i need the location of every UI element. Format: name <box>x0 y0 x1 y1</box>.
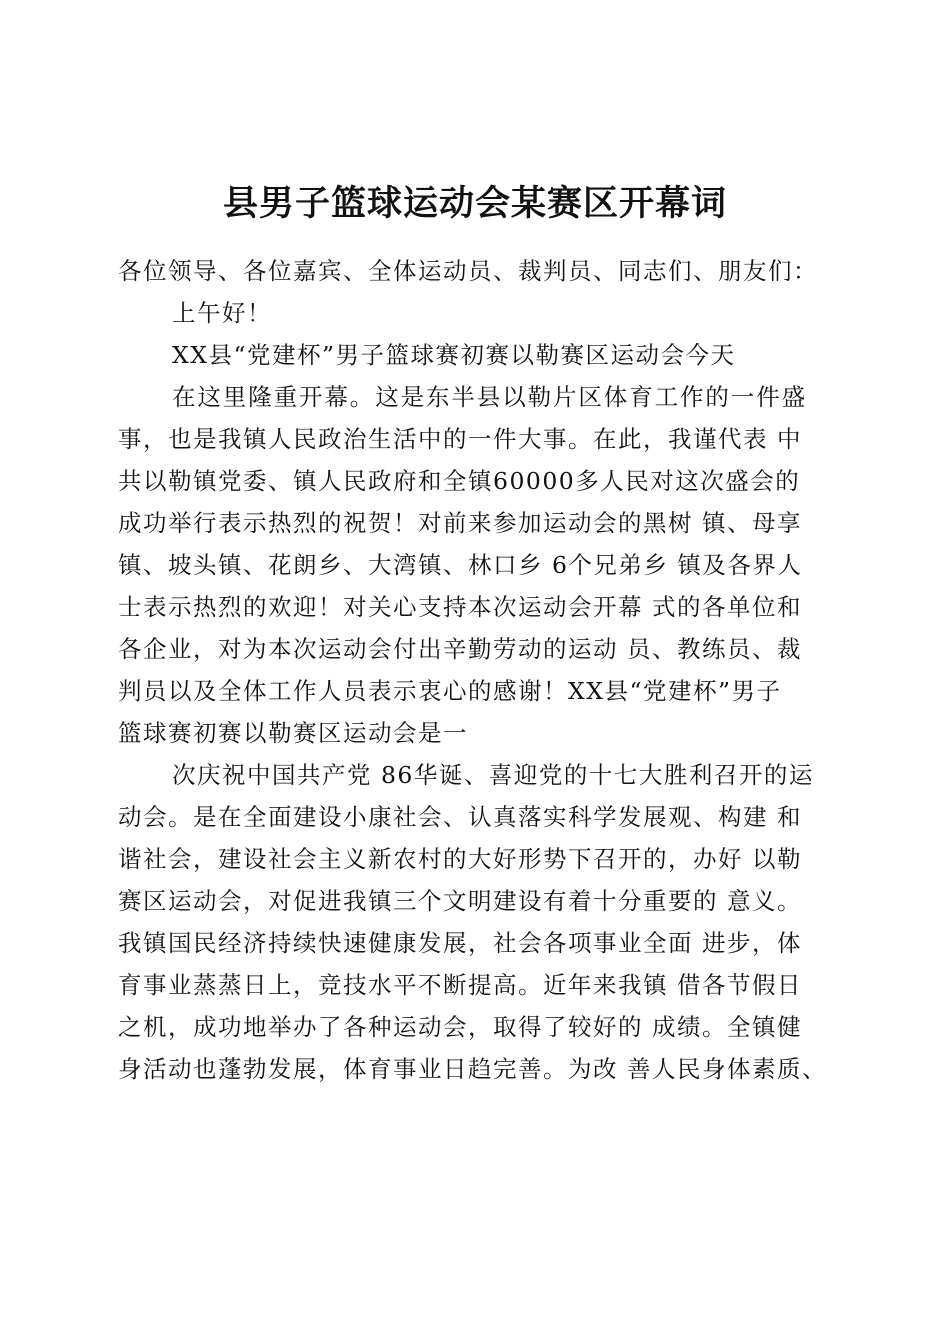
body-line: 各企业，对为本次运动会付出辛勤劳动的运动 员、教练员、裁 <box>118 635 802 663</box>
body-line: 身活动也蓬勃发展，体育事业日趋完善。为改 善人民身体素质、 <box>118 1055 827 1083</box>
body-line: XX县“党建杯”男子篮球赛初赛以勒赛区运动会今天 <box>172 341 736 369</box>
greeting-line: 上午好！ <box>172 299 272 327</box>
body-line: 成功举行表示热烈的祝贺！对前来参加运动会的黑树 镇、母享 <box>118 509 802 537</box>
body-line: 育事业蒸蒸日上，竞技水平不断提高。近年来我镇 借各节假日 <box>118 971 802 999</box>
body-line: 镇、坡头镇、花朗乡、大湾镇、林口乡 6个兄弟乡 镇及各界人 <box>118 551 803 579</box>
salutation-line: 各位领导、各位嘉宾、全体运动员、裁判员、同志们、朋友们： <box>118 257 818 285</box>
body-line: 篮球赛初赛以勒赛区运动会是一 <box>118 719 468 747</box>
body-line: 次庆祝中国共产党 86华诞、喜迎党的十七大胜利召开的运 <box>172 761 814 789</box>
body-line: 动会。是在全面建设小康社会、认真落实科学发展观、构建 和 <box>118 803 802 831</box>
body-line: 在这里隆重开幕。这是东半县以勒片区体育工作的一件盛 <box>172 383 807 411</box>
body-line: 谐社会，建设社会主义新农村的大好形势下召开的，办好 以勒 <box>118 845 802 873</box>
document-title: 县男子篮球运动会某赛区开幕词 <box>222 183 727 224</box>
body-line: 判员以及全体工作人员表示衷心的感谢！XX县“党建杯”男子 <box>118 677 782 705</box>
body-line: 士表示热烈的欢迎！对关心支持本次运动会开幕 式的各单位和 <box>118 593 802 621</box>
body-line: 我镇国民经济持续快速健康发展，社会各项事业全面 进步，体 <box>118 929 802 957</box>
body-line: 之机，成功地举办了各种运动会，取得了较好的 成绩。全镇健 <box>118 1013 802 1041</box>
body-line: 共以勒镇党委、镇人民政府和全镇60000多人民对这次盛会的 <box>118 467 801 495</box>
body-line: 事，也是我镇人民政治生活中的一件大事。在此，我谨代表 中 <box>118 425 802 453</box>
body-line: 赛区运动会，对促进我镇三个文明建设有着十分重要的 意义。 <box>118 887 802 915</box>
document-body <box>118 250 828 1090</box>
